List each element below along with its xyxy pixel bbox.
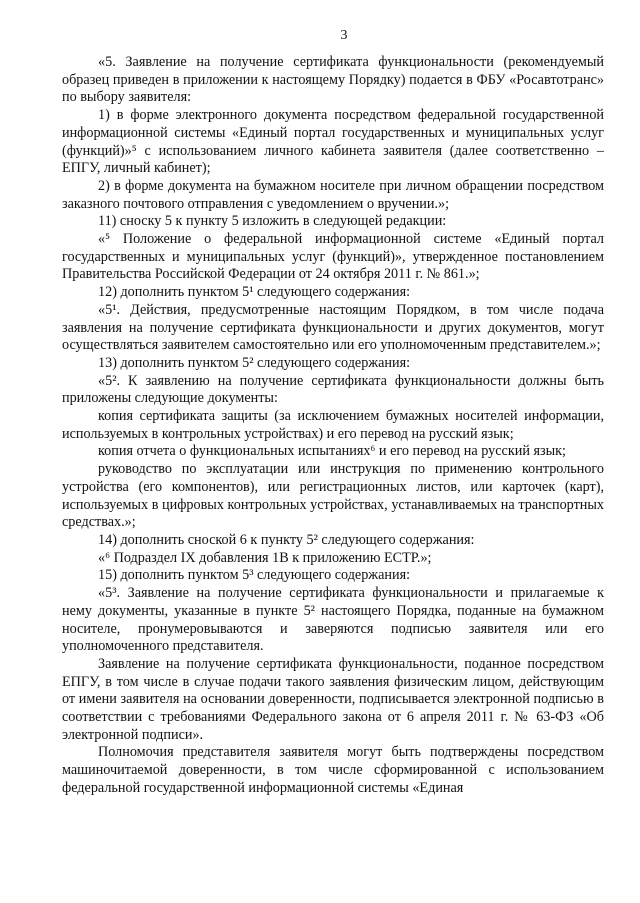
paragraph-list-item: копия сертификата защиты (за исключением бумажных носителей информации, используемых в контрольных устройствах) и его перевод на русский язык;	[62, 408, 604, 442]
paragraph-subitem-2: 2) в форме документа на бумажном носителе при личном обращении посредством заказного почтового отправления с уведомлением о вручении.»;	[62, 177, 604, 212]
paragraph-footnote-6: «⁶ Подраздел IX добавления 1В к приложению ЕСТР.»;	[98, 549, 432, 566]
paragraph-amendment-12: 12) дополнить пунктом 5¹ следующего содержания:	[98, 284, 411, 301]
paragraph-item-5-2: «5². К заявлению на получение сертификата функциональности должны быть приложены следующие документы:	[62, 372, 604, 407]
paragraph-item-5-3: «5³. Заявление на получение сертификата функциональности и прилагаемые к нему документы, указанные в пункте 5² настоящего Порядка, поданные на бумажном носителе, пронумеровываются и заверяются подписью заявителя или его уполномоченного представителя.	[62, 585, 604, 655]
paragraph-representative-powers: Полномочия представителя заявителя могут быть подтверждены посредством машиночитаемой доверенности, в том числе сформированной с использованием федеральной государственной информационной системы «Единая	[62, 744, 604, 796]
paragraph-amendment-11: 11) сноску 5 к пункту 5 изложить в следующей редакции:	[98, 213, 447, 230]
paragraph-list-item: руководство по эксплуатации или инструкция по применению контрольного устройства (его компонентов), или регистрационных листов, или карточек (карт), используемых в цифровых контрольных устройствах, устанавливаемых на транспортных средствах.»;	[62, 461, 604, 531]
page-number: 3	[340, 28, 348, 43]
paragraph-amendment-15: 15) дополнить пунктом 5³ следующего содержания:	[98, 567, 411, 584]
paragraph-list-item: копия отчета о функциональных испытаниях⁶ и его перевод на русский язык;	[98, 443, 566, 460]
paragraph-amendment-14: 14) дополнить сноской 6 к пункту 5² следующего содержания:	[98, 531, 475, 548]
paragraph-item-5: «5. Заявление на получение сертификата функциональности (рекомендуемый образец приведен в приложении к настоящему Порядку) подается в ФБУ «Росавтотранс» по выбору заявителя:	[62, 54, 604, 106]
paragraph-epgu-signature: Заявление на получение сертификата функциональности, поданное посредством ЕПГУ, в том числе в случае подачи такого заявления физическим лицом, действующим от имени заявителя на основании доверенности, подписывается электронной подписью в соответствии с требованиями Федерального закона от 6 апреля 2011 г. № 63-ФЗ «Об электронной подписи».	[62, 655, 604, 743]
paragraph-amendment-13: 13) дополнить пунктом 5² следующего содержания:	[98, 354, 411, 371]
paragraph-item-5-1: «5¹. Действия, предусмотренные настоящим Порядком, в том числе подача заявления на получение сертификата функциональности и других документов, могут осуществляться заявителем самостоятельно или его уполномоченным представителем.»;	[62, 301, 604, 354]
paragraph-footnote-5: «⁵ Положение о федеральной информационной системе «Единый портал государственных и муниципальных услуг (функций)», утвержденное постановлением Правительства Российской Федерации от 24 октября 2011 г. № 861.»;	[62, 231, 604, 283]
document-body	[62, 54, 604, 798]
paragraph-subitem-1: 1) в форме электронного документа посредством федеральной государственной информационной системы «Единый портал государственных и муниципальных услуг (функций)»⁵ с использованием личного кабинета заявителя (далее соответственно – ЕПГУ, личный кабинет);	[62, 107, 604, 177]
